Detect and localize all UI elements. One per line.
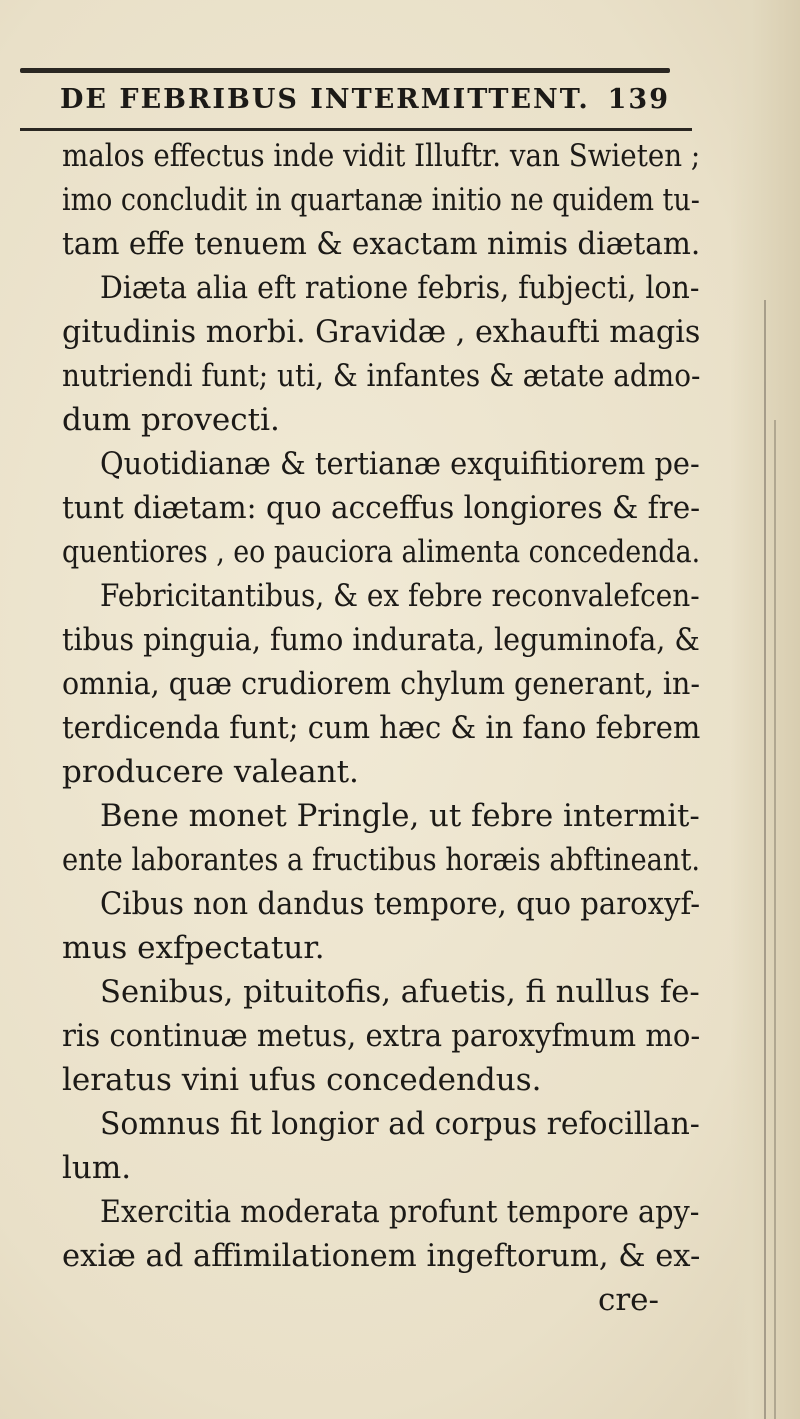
text-line: Febricitantibus, & ex febre reconvalefcen- — [100, 578, 700, 614]
text-line: Diæta alia eft ratione febris, fubjecti, lon- — [100, 270, 700, 306]
text-line: imo concludit in quartanæ initio ne quidem tu- — [62, 182, 700, 218]
page-number: 139 — [607, 84, 670, 115]
text-line: lum. — [62, 1150, 132, 1186]
text-line: malos effectus inde vidit Illuftr. van Swieten ; — [62, 138, 701, 174]
text-line: nutriendi funt; uti, & infantes & ætate admo- — [62, 358, 701, 394]
text-line: quentiores , eo pauciora alimenta concedenda. — [62, 534, 701, 570]
top-rule — [20, 68, 670, 73]
text-line: Bene monet Pringle, ut febre intermit- — [100, 798, 700, 834]
text-line: Quotidianæ & tertianæ exquifitiorem pe- — [100, 446, 700, 482]
text-line: producere valeant. — [62, 754, 359, 790]
text-line: Cibus non dandus tempore, quo paroxyf- — [100, 886, 701, 922]
text-line: omnia, quæ crudiorem chylum generant, in- — [62, 666, 700, 702]
text-line: terdicenda funt; cum hæc & in fano febrem — [62, 710, 701, 746]
text-line: leratus vini ufus concedendus. — [62, 1062, 542, 1098]
text-line: tibus pinguia, fumo indurata, leguminofa, & — [62, 622, 700, 658]
catchword: cre- — [598, 1282, 660, 1318]
text-line: Senibus, pituitofis, afuetis, fi nullus fe- — [100, 974, 700, 1010]
running-title: DE FEBRIBUS INTERMITTENT. — [60, 84, 590, 115]
text-line: mus exfpectatur. — [62, 930, 325, 966]
text-line: gitudinis morbi. Gravidæ , exhaufti magis — [62, 314, 701, 350]
text-line: dum provecti. — [62, 402, 280, 438]
text-line: Somnus fit longior ad corpus refocillan- — [100, 1106, 700, 1142]
text-line: ente laborantes a fructibus horæis abftineant. — [62, 842, 701, 878]
page-edge-lines — [764, 300, 796, 1419]
running-head — [60, 84, 670, 124]
header-rule — [20, 128, 692, 131]
text-line: exiæ ad affimilationem ingeftorum, & ex- — [62, 1238, 701, 1274]
text-line: tunt diætam: quo acceffus longiores & fre- — [62, 490, 701, 526]
text-line: ris continuæ metus, extra paroxyfmum mo- — [62, 1018, 701, 1054]
text-line: tam effe tenuem & exactam nimis diætam. — [62, 226, 701, 262]
text-line: Exercitia moderata profunt tempore apy- — [100, 1194, 700, 1230]
